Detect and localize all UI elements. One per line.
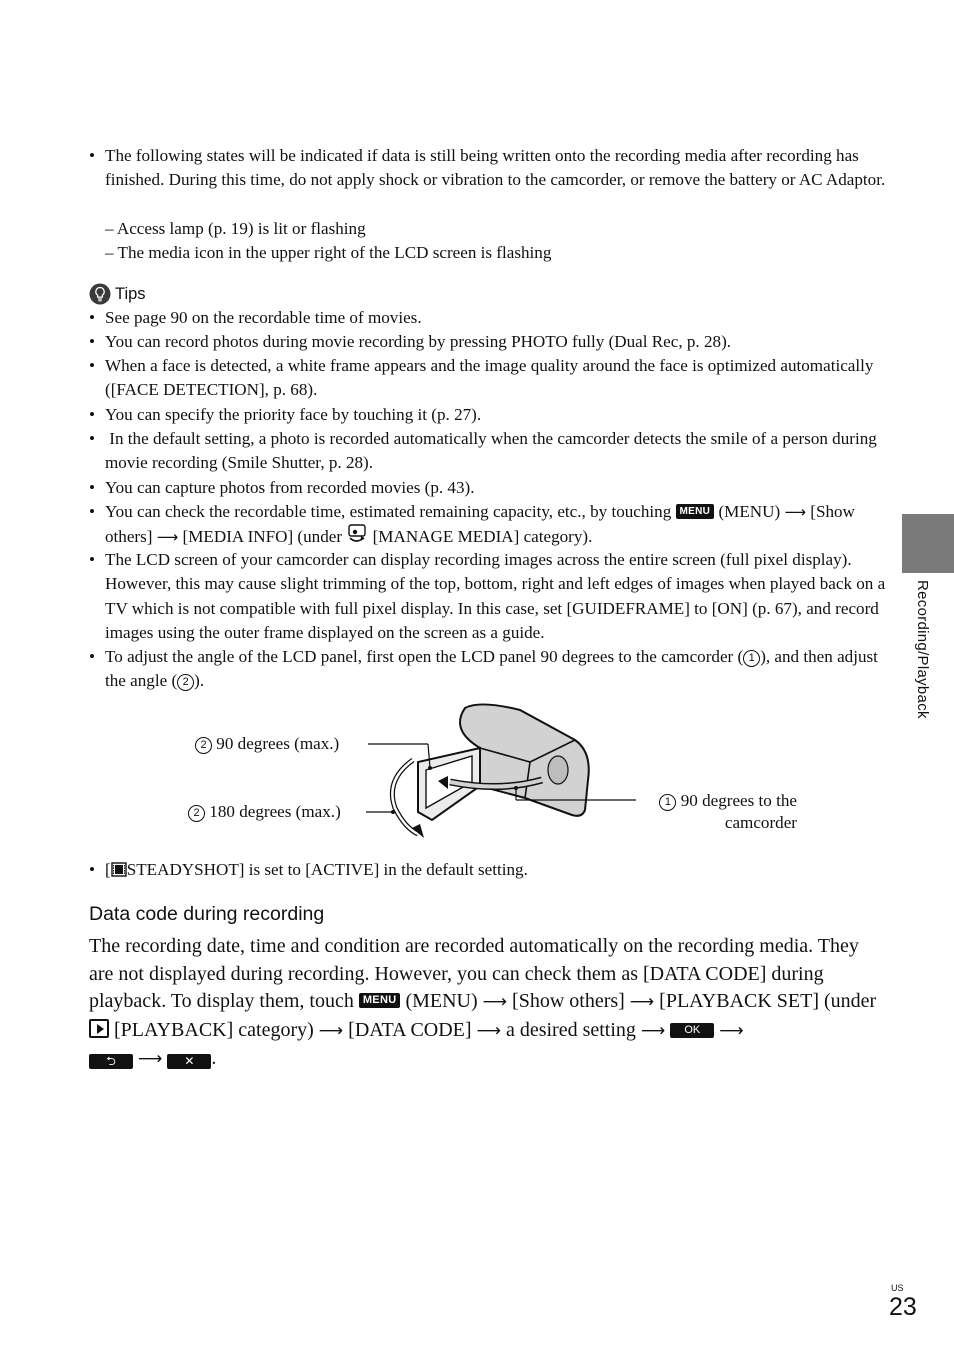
- arrow-right-icon: ⟶: [138, 1049, 163, 1070]
- datacode-paragraph: The recording date, time and condition are recorded automatically on the recording media. They are not displayed during recording. However, you can check them as [DATA CODE] during playback. To display them, touch MENU (MENU) ⟶ [Show others] ⟶ [PLAYBACK SET] (under [PLAYBACK] category) ⟶ [DATA CODE] ⟶ a desired setting ⟶ OK ⟶ ⮌ ⟶ ✕ .: [89, 935, 877, 1070]
- arrow-right-icon: ⟶: [719, 1020, 744, 1041]
- tip-text: You can capture photos from recorded movies (p. 43).: [105, 478, 475, 497]
- playback-icon: [89, 1019, 109, 1038]
- close-button-icon: ✕: [167, 1054, 211, 1069]
- tip-text: When a face is detected, a white frame appears and the image quality around the face is optimized automatically ([FACE DETECTION], p. 68).: [105, 356, 874, 400]
- tips-label: Tips: [115, 285, 146, 303]
- step-1-marker: 1: [659, 794, 676, 811]
- section-side-label: Recording/Playback: [914, 580, 931, 719]
- film-icon: [111, 862, 127, 877]
- tip-item: • You can capture photos from recorded movies (p. 43).: [89, 476, 889, 500]
- step-2-marker: 2: [177, 674, 194, 691]
- arrow-right-icon: ⟶: [640, 1020, 666, 1041]
- ok-button-icon: OK: [670, 1023, 714, 1038]
- menu-icon: MENU: [676, 504, 715, 519]
- tip-item: • In the default setting, a photo is recorded automatically when the camcorder detects the smile of a person during movie recording (Smile Shutter, p. 28).: [89, 427, 889, 476]
- page-number: 23: [889, 1293, 917, 1321]
- tip-text: See page 90 on the recordable time of movies.: [105, 308, 422, 327]
- tip-item-check-time: • You can check the recordable time, estimated remaining capacity, etc., by touching MENU (MENU) ⟶ [Show others] ⟶ [MEDIA INFO] (under [MANAGE MEDIA] category).: [89, 502, 855, 547]
- tip-item: • You can specify the priority face by touching it (p. 27).: [89, 403, 889, 427]
- label-180-max: 2 180 degrees (max.): [188, 802, 341, 822]
- tip-item: • When a face is detected, a white frame appears and the image quality around the face is optimized automatically ([FACE DETECTION], p. 68).: [89, 354, 889, 403]
- step-2-marker: 2: [188, 805, 205, 822]
- region-code: US: [891, 1283, 904, 1293]
- tip-item: • You can record photos during movie recording by pressing PHOTO fully (Dual Rec, p. 28).: [89, 330, 889, 354]
- intro-bullet: [89, 144, 889, 193]
- lcd-angle-figure: [180, 700, 820, 840]
- tip-text: You can record photos during movie recording by pressing PHOTO fully (Dual Rec, p. 28).: [105, 332, 732, 351]
- section-tab: [902, 514, 954, 573]
- arrow-right-icon: ⟶: [629, 992, 655, 1013]
- label-90-max: 2 90 degrees (max.): [195, 734, 339, 754]
- tip-item: • See page 90 on the recordable time of movies.: [89, 306, 889, 330]
- step-1-marker: 1: [743, 650, 760, 667]
- menu-icon: MENU: [359, 993, 401, 1008]
- arrow-right-icon: ⟶: [156, 528, 179, 547]
- tip-item-angle: • To adjust the angle of the LCD panel, first open the LCD panel 90 degrees to the camcorder ( 1 ), and then adjust the angle ( 2 ).: [89, 647, 878, 691]
- steadyshot-note: • [ STEADYSHOT] is set to [ACTIVE] in the default setting.: [89, 860, 528, 879]
- tip-text: You can specify the priority face by touching it (p. 27).: [105, 405, 482, 424]
- dash-item-1: – Access lamp (p. 19) is lit or flashing: [105, 219, 366, 238]
- label-90-to-camcorder: 1 90 degrees to the camcorder: [640, 790, 797, 834]
- bulb-icon: [89, 283, 111, 305]
- step-2-marker: 2: [195, 737, 212, 754]
- section-heading: Data code during recording: [89, 903, 325, 925]
- tip-text: In the default setting, a photo is recorded automatically when the camcorder detects the smile of a person during movie recording (Smile Shutter, p. 28).: [105, 429, 882, 473]
- arrow-right-icon: ⟶: [482, 992, 508, 1013]
- tip-text: The LCD screen of your camcorder can display recording images across the entire screen (full pixel display). However, this may cause slight trimming of the top, bottom, right and left edges of images when played back on a TV which is not compatible with full pixel display. In this case, set [GUIDEFRAME] to [ON] (p. 67), and record images using the outer frame displayed on the screen as a guide.: [105, 550, 886, 642]
- arrow-right-icon: ⟶: [784, 503, 806, 521]
- tip-item: • The LCD screen of your camcorder can display recording images across the entire screen (full pixel display). However, this may cause slight trimming of the top, bottom, right and left edges of images when played back on a TV which is not compatible with full pixel display. In this case, set [GUIDEFRAME] to [ON] (p. 67), and record images using the outer frame displayed on the screen as a guide.: [89, 548, 889, 645]
- dash-item-2: – The media icon in the upper right of the LCD screen is flashing: [105, 243, 552, 262]
- intro-text: The following states will be indicated if data is still being written onto the recording media after recording has finished. During this time, do not apply shock or vibration to the camcorder, or remove the battery or AC Adaptor.: [105, 146, 886, 190]
- back-button-icon: ⮌: [89, 1054, 133, 1069]
- manage-media-icon: [346, 524, 368, 544]
- bullet: •: [89, 146, 95, 165]
- arrow-right-icon: ⟶: [476, 1020, 501, 1041]
- arrow-right-icon: ⟶: [318, 1020, 344, 1041]
